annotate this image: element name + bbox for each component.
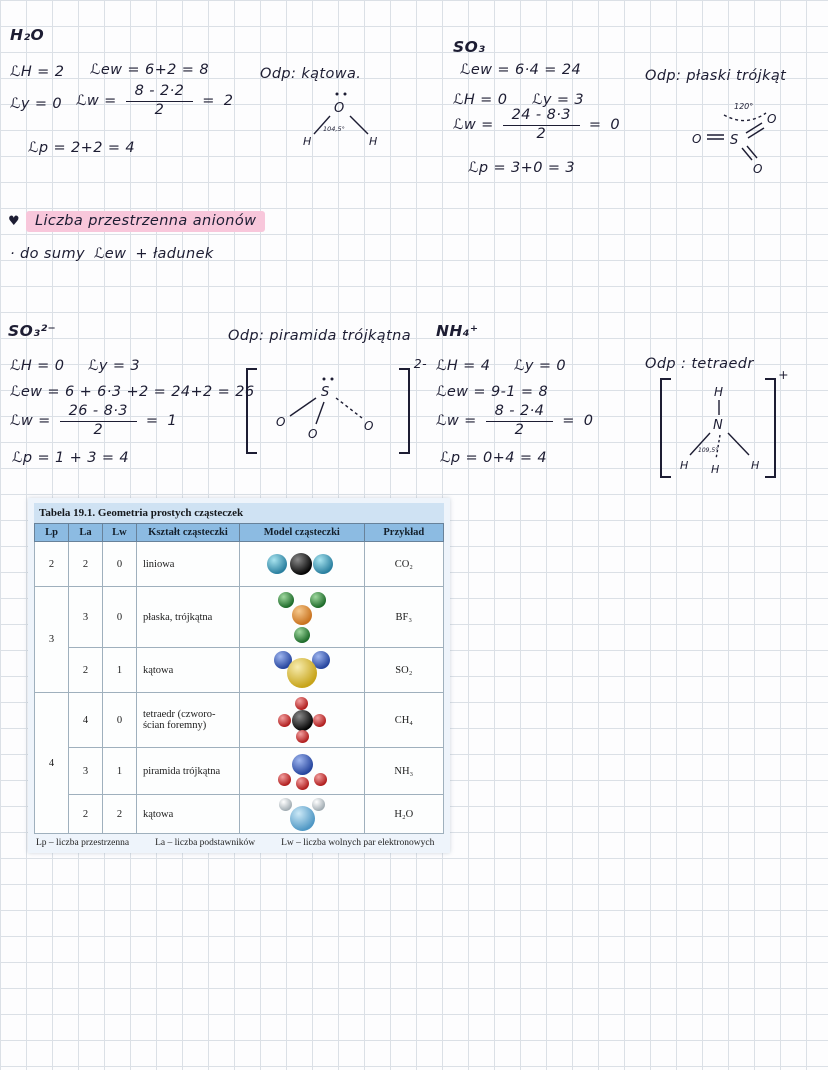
so3-lw-fraction <box>453 108 620 143</box>
table-row <box>35 648 444 693</box>
fraction-denominator: 2 <box>514 421 525 438</box>
sulfur-atom: S <box>321 385 330 400</box>
cell-shape: liniowa <box>136 542 239 587</box>
so32-ly-value: ℒy = 3 <box>88 358 141 374</box>
ch4-tetrahedral-model <box>278 697 326 743</box>
lone-pair-dot <box>336 93 339 96</box>
column-header-model: Model cząsteczki <box>239 524 364 542</box>
nh4-lh-value: ℒH = 4 <box>436 358 491 374</box>
cell-shape: piramida trójkątna <box>136 748 239 795</box>
fraction-denominator: 2 <box>154 101 165 118</box>
note-line2-pre: · do sumy <box>10 246 85 262</box>
h2o-lewis-structure <box>290 84 394 150</box>
atom-ball <box>278 592 294 608</box>
hydrogen-atom: H <box>751 459 760 472</box>
atom-ball <box>296 777 309 790</box>
cell-lw: 2 <box>102 795 136 834</box>
table-legend <box>34 834 444 849</box>
h2o-title: H₂O <box>10 26 45 44</box>
h2o-answer: Odp: kątowa. <box>260 66 362 82</box>
ion-charge-label: + <box>778 367 789 382</box>
so32-lew-value: ℒew = 6 + 6·3 +2 = 24+2 = 26 <box>10 384 255 400</box>
h2o-lh-value: ℒH = 2 <box>10 64 65 80</box>
cell-lp: 3 <box>35 587 69 693</box>
nh4-ly-value: ℒy = 0 <box>514 358 567 374</box>
oxygen-atom: O <box>308 427 318 441</box>
dashed-bond-line <box>336 398 362 418</box>
h2o-lp-value: ℒp = 2+2 = 4 <box>28 140 136 156</box>
bond-angle-label: 120° <box>734 102 754 111</box>
sulfur-atom: S <box>730 133 739 148</box>
cell-shape: tetraedr (czworo-ścian foremny) <box>136 693 239 748</box>
table-row <box>35 693 444 748</box>
cell-lp: 2 <box>35 542 69 587</box>
atom-ball <box>290 806 315 831</box>
hydrogen-atom: H <box>714 385 724 399</box>
so32-lw-fraction <box>10 404 177 439</box>
note-line2-post: + ładunek <box>135 246 214 262</box>
nh4-structure-drawing <box>668 380 768 476</box>
legend-lp: Lp – liczba przestrzenna <box>36 838 130 848</box>
so32-structure-drawing <box>258 370 398 450</box>
cell-lw: 0 <box>102 542 136 587</box>
cell-shape: kątowa <box>136 795 239 834</box>
geometry-table-figure <box>28 498 450 853</box>
oxygen-atom: O <box>753 162 763 176</box>
so3-lewis-structure <box>690 96 808 178</box>
cell-example: NH₃ <box>364 748 443 795</box>
fraction <box>60 404 137 439</box>
equals-sign: = <box>145 413 159 430</box>
bond-line <box>728 433 749 455</box>
cell-model <box>239 648 364 693</box>
cell-example: CO₂ <box>364 542 443 587</box>
bond-angle-label: 109,5° <box>698 447 719 454</box>
fraction-numerator: 26 - 8·3 <box>60 404 137 422</box>
oxygen-atom: O <box>692 132 702 146</box>
fraction-result: 0 <box>583 413 594 430</box>
fraction-lhs: ℒw = <box>76 93 117 110</box>
so3-answer: Odp: płaski trójkąt <box>645 68 787 84</box>
h2o-lew-value: ℒew = 6+2 = 8 <box>90 62 209 78</box>
bond-line <box>350 116 368 134</box>
h2o-ly-value: ℒy = 0 <box>10 96 63 112</box>
cell-la: 2 <box>68 795 102 834</box>
column-header-la: La <box>68 524 102 542</box>
cell-model <box>239 795 364 834</box>
atom-ball <box>292 754 313 775</box>
note-line2 <box>10 246 214 262</box>
nitrogen-atom: N <box>713 418 723 433</box>
table-row <box>35 542 444 587</box>
atom-ball <box>310 592 326 608</box>
atom-ball <box>314 773 327 786</box>
atom-ball <box>267 554 287 574</box>
fraction-numerator: 8 - 2·4 <box>486 404 554 422</box>
lone-pair-dot <box>344 93 347 96</box>
fraction-numerator: 24 - 8·3 <box>503 108 580 126</box>
cell-shape: płaska, trójkątna <box>136 587 239 648</box>
fraction-denominator: 2 <box>536 125 547 142</box>
fraction <box>126 84 194 119</box>
cell-lw: 0 <box>102 587 136 648</box>
cell-model <box>239 587 364 648</box>
bond-angle-label: 104,5° <box>323 125 345 133</box>
highlighted-phrase: Liczba przestrzenna anionów <box>26 211 265 232</box>
cell-lw: 1 <box>102 648 136 693</box>
oxygen-atom: O <box>276 415 286 429</box>
cell-model <box>239 748 364 795</box>
legend-lw: Lw – liczba wolnych par elektronowych <box>281 838 435 848</box>
atom-ball <box>279 798 292 811</box>
legend-la: La – liczba podstawników <box>155 838 256 848</box>
h2o-bent-model <box>279 798 325 831</box>
hydrogen-atom: H <box>303 135 312 148</box>
column-header-lw: Lw <box>102 524 136 542</box>
equals-sign: = <box>562 413 575 430</box>
column-header-shape: Kształt cząsteczki <box>136 524 239 542</box>
atom-ball <box>296 730 309 743</box>
geometry-table <box>34 523 444 834</box>
nh4-answer: Odp : tetraedr <box>645 356 754 372</box>
cell-model <box>239 693 364 748</box>
atom-ball <box>292 710 313 731</box>
cell-lp: 4 <box>35 693 69 834</box>
so3-lp-value: ℒp = 3+0 = 3 <box>468 160 576 176</box>
fraction-result: 0 <box>610 117 621 134</box>
oxygen-atom: O <box>334 101 345 116</box>
hydrogen-atom: H <box>680 459 689 472</box>
table-row <box>35 587 444 648</box>
so32-lp-value: ℒp = 1 + 3 = 4 <box>12 450 130 466</box>
so32-lh-value: ℒH = 0 <box>10 358 65 374</box>
cell-example: BF₃ <box>364 587 443 648</box>
nh4-title: NH₄⁺ <box>436 322 479 340</box>
cell-lw: 1 <box>102 748 136 795</box>
table-title: Tabela 19.1. Geometria prostych cząsteczek <box>34 503 444 523</box>
fraction <box>503 108 580 143</box>
cell-example: H₂O <box>364 795 443 834</box>
atom-ball <box>295 697 308 710</box>
column-header-example: Przykład <box>364 524 443 542</box>
fraction-denominator: 2 <box>93 421 104 438</box>
bf3-trigonal-model <box>276 590 328 644</box>
so3-lh-value: ℒH = 0 <box>453 92 508 108</box>
fraction-lhs: ℒw = <box>10 413 51 430</box>
so3-ly-value: ℒy = 3 <box>532 92 585 108</box>
cell-la: 3 <box>68 748 102 795</box>
ion-charge-label: 2- <box>413 356 427 371</box>
equals-sign: = <box>588 117 602 134</box>
table-header-row <box>35 524 444 542</box>
fraction-result: 2 <box>223 93 234 110</box>
fraction <box>486 404 554 439</box>
left-bracket <box>246 368 257 454</box>
cell-shape: kątowa <box>136 648 239 693</box>
oxygen-atom: O <box>364 419 374 433</box>
atom-ball <box>294 627 310 643</box>
atom-ball <box>290 553 312 575</box>
co2-linear-model <box>267 553 337 575</box>
column-header-lp: Lp <box>35 524 69 542</box>
atom-ball <box>292 605 312 625</box>
nh4-lw-fraction <box>436 404 593 439</box>
atom-ball <box>278 714 291 727</box>
fraction-lhs: ℒw = <box>453 117 494 134</box>
h2o-lw-fraction <box>76 84 233 119</box>
nh4-lewis-structure <box>660 367 789 478</box>
bond-line <box>316 402 324 424</box>
lone-pair-dot <box>323 378 326 381</box>
cell-example: SO₂ <box>364 648 443 693</box>
cell-la: 3 <box>68 587 102 648</box>
cell-lw: 0 <box>102 693 136 748</box>
cell-la: 2 <box>68 542 102 587</box>
nh4-lp-value: ℒp = 0+4 = 4 <box>440 450 548 466</box>
atom-ball <box>312 798 325 811</box>
note-highlighted-text <box>26 213 265 229</box>
nh3-pyramidal-model <box>277 751 327 791</box>
right-bracket <box>399 368 410 454</box>
equals-sign: = <box>202 93 215 110</box>
table-row <box>35 795 444 834</box>
so32-answer: Odp: piramida trójkątna <box>228 328 412 344</box>
table-row <box>35 748 444 795</box>
atom-ball <box>278 773 291 786</box>
so2-bent-model <box>274 651 330 689</box>
fraction-numerator: 8 - 2·2 <box>126 84 194 102</box>
note-line2-symbol: ℒew <box>93 246 127 262</box>
so3-lew-value: ℒew = 6·4 = 24 <box>460 62 582 78</box>
atom-ball <box>313 554 333 574</box>
nh4-lew-value: ℒew = 9-1 = 8 <box>436 384 549 400</box>
atom-ball <box>287 658 317 688</box>
cell-la: 4 <box>68 693 102 748</box>
cell-example: CH₄ <box>364 693 443 748</box>
lone-pair-dot <box>331 378 334 381</box>
cell-la: 2 <box>68 648 102 693</box>
so3-title: SO₃ <box>453 38 486 56</box>
so32-title: SO₃²⁻ <box>8 322 57 340</box>
fraction-result: 1 <box>167 413 178 430</box>
cell-model <box>239 542 364 587</box>
hydrogen-atom: H <box>711 463 720 476</box>
bond-line <box>290 398 316 416</box>
angle-arc <box>724 113 766 121</box>
heart-bullet-icon: ♥ <box>8 214 21 229</box>
so32-lewis-structure <box>246 356 427 454</box>
atom-ball <box>313 714 326 727</box>
oxygen-atom: O <box>767 112 777 126</box>
fraction-lhs: ℒw = <box>436 413 477 430</box>
hydrogen-atom: H <box>369 135 378 148</box>
